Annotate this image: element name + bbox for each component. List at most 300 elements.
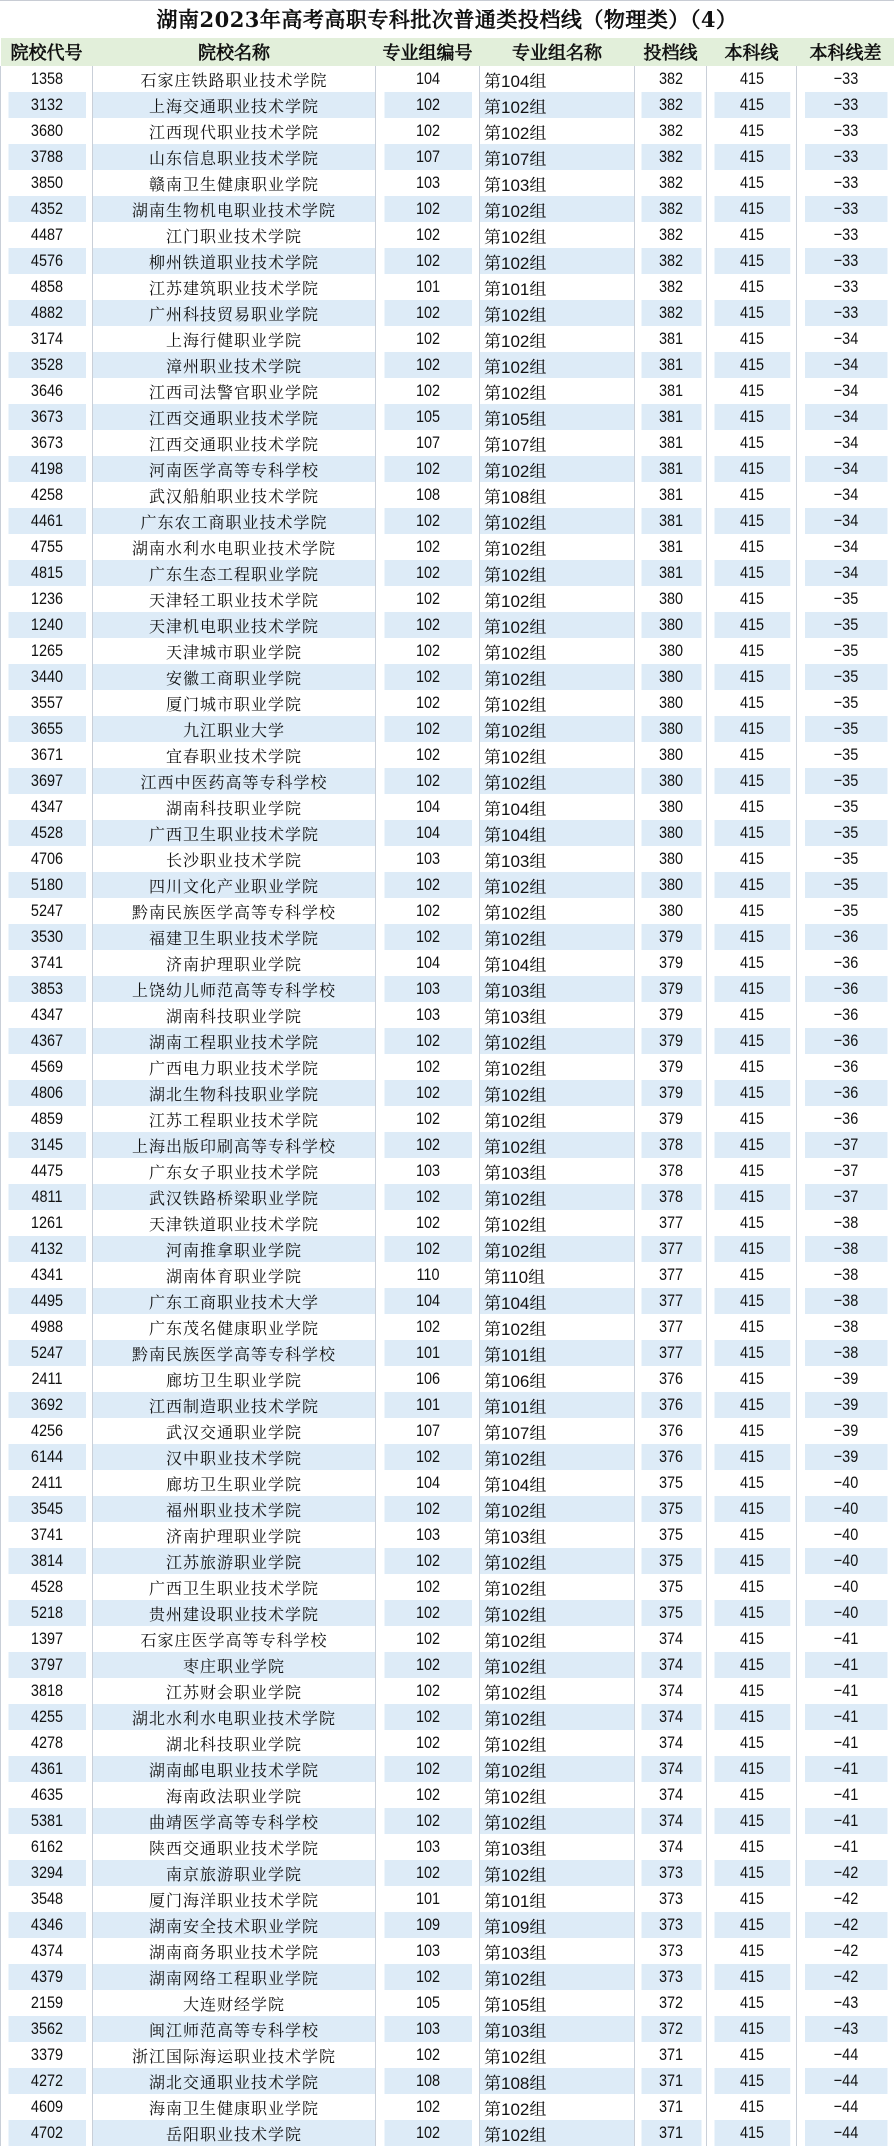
cell-undergrad-line: 415 (713, 1184, 790, 1210)
table-row (1, 638, 894, 664)
table-row (1, 1522, 894, 1548)
cell-group-name: 第104组 (480, 1470, 635, 1496)
cell-school-code: 4988 (7, 1314, 85, 1340)
cell-school-code: 4361 (7, 1756, 85, 1782)
cell-school-name: 闽江师范高等专科学校 (93, 2016, 376, 2042)
cell-group-number: 108 (383, 2068, 471, 2094)
cell-undergrad-line: 415 (713, 144, 790, 170)
cell-school-code: 4132 (7, 1236, 85, 1262)
cell-group-name: 第102组 (480, 1600, 635, 1626)
cell-undergrad-line: 415 (713, 1990, 790, 2016)
cell-undergrad-line: 415 (713, 1392, 790, 1418)
cell-line-difference: −41 (804, 1704, 887, 1730)
cell-group-number: 102 (383, 378, 471, 404)
cell-group-number: 102 (383, 1730, 471, 1756)
cell-admission-line: 382 (640, 222, 701, 248)
cell-admission-line: 371 (640, 2068, 701, 2094)
cell-school-name: 江西中医药高等专科学校 (93, 768, 376, 794)
cell-school-code: 1236 (7, 586, 85, 612)
cell-school-code: 1240 (7, 612, 85, 638)
cell-school-code: 3671 (7, 742, 85, 768)
cell-group-number: 102 (383, 1626, 471, 1652)
cell-group-name: 第103组 (480, 846, 635, 872)
cell-group-number: 106 (383, 1366, 471, 1392)
cell-school-name: 石家庄铁路职业技术学院 (93, 66, 376, 92)
cell-line-difference: −41 (804, 1756, 887, 1782)
cell-group-number: 102 (383, 1054, 471, 1080)
cell-line-difference: −35 (804, 742, 887, 768)
cell-group-name: 第102组 (480, 716, 635, 742)
cell-group-name: 第102组 (480, 2094, 635, 2120)
cell-group-name: 第102组 (480, 1782, 635, 1808)
cell-school-name: 江西交通职业技术学院 (93, 404, 376, 430)
cell-admission-line: 382 (640, 248, 701, 274)
cell-admission-line: 375 (640, 1522, 701, 1548)
cell-line-difference: −34 (804, 404, 887, 430)
cell-undergrad-line: 415 (713, 66, 790, 92)
cell-school-name: 上海行健职业学院 (93, 326, 376, 352)
header-undergrad-line: 本科线 (707, 38, 797, 66)
header-group-name: 专业组名称 (480, 38, 635, 66)
cell-admission-line: 371 (640, 2042, 701, 2068)
cell-group-number: 103 (383, 846, 471, 872)
cell-line-difference: −34 (804, 430, 887, 456)
cell-group-number: 102 (383, 1548, 471, 1574)
cell-school-code: 4346 (7, 1912, 85, 1938)
table-row (1, 872, 894, 898)
cell-undergrad-line: 415 (713, 742, 790, 768)
cell-undergrad-line: 415 (713, 716, 790, 742)
cell-undergrad-line: 415 (713, 1054, 790, 1080)
cell-undergrad-line: 415 (713, 118, 790, 144)
cell-undergrad-line: 415 (713, 1548, 790, 1574)
cell-school-name: 江门职业技术学院 (93, 222, 376, 248)
cell-group-number: 102 (383, 2120, 471, 2146)
cell-admission-line: 379 (640, 924, 701, 950)
cell-group-name: 第102组 (480, 326, 635, 352)
cell-undergrad-line: 415 (713, 274, 790, 300)
cell-line-difference: −34 (804, 482, 887, 508)
cell-undergrad-line: 415 (713, 1730, 790, 1756)
cell-school-code: 4706 (7, 846, 85, 872)
cell-undergrad-line: 415 (713, 1262, 790, 1288)
cell-group-name: 第102组 (480, 222, 635, 248)
table-row (1, 248, 894, 274)
cell-group-name: 第102组 (480, 1054, 635, 1080)
cell-line-difference: −42 (804, 1912, 887, 1938)
table-row (1, 1912, 894, 1938)
cell-group-name: 第102组 (480, 1678, 635, 1704)
cell-school-code: 2411 (7, 1366, 85, 1392)
cell-admission-line: 380 (640, 872, 701, 898)
cell-group-name: 第102组 (480, 768, 635, 794)
table-row (1, 1626, 894, 1652)
cell-line-difference: −36 (804, 950, 887, 976)
cell-group-name: 第102组 (480, 2120, 635, 2146)
cell-undergrad-line: 415 (713, 508, 790, 534)
table-row (1, 1990, 894, 2016)
cell-group-number: 102 (383, 1678, 471, 1704)
cell-school-name: 湖南体育职业学院 (93, 1262, 376, 1288)
table-row (1, 1080, 894, 1106)
cell-group-name: 第102组 (480, 1626, 635, 1652)
cell-group-number: 102 (383, 1184, 471, 1210)
cell-school-code: 4528 (7, 1574, 85, 1600)
cell-undergrad-line: 415 (713, 1912, 790, 1938)
cell-group-name: 第102组 (480, 924, 635, 950)
cell-group-number: 102 (383, 1314, 471, 1340)
cell-school-name: 湖南邮电职业技术学院 (93, 1756, 376, 1782)
header-admission-line: 投档线 (635, 38, 707, 66)
cell-admission-line: 375 (640, 1496, 701, 1522)
cell-school-code: 4347 (7, 794, 85, 820)
table-row (1, 352, 894, 378)
cell-school-code: 3788 (7, 144, 85, 170)
cell-group-name: 第102组 (480, 1132, 635, 1158)
cell-school-code: 1261 (7, 1210, 85, 1236)
cell-admission-line: 380 (640, 768, 701, 794)
cell-undergrad-line: 415 (713, 482, 790, 508)
admission-score-table (0, 38, 894, 2146)
cell-group-name: 第108组 (480, 482, 635, 508)
cell-school-name: 江苏财会职业学院 (93, 1678, 376, 1704)
cell-school-code: 6144 (7, 1444, 85, 1470)
cell-school-name: 湖北生物科技职业学院 (93, 1080, 376, 1106)
cell-undergrad-line: 415 (713, 92, 790, 118)
cell-group-name: 第102组 (480, 1860, 635, 1886)
cell-school-name: 柳州铁道职业技术学院 (93, 248, 376, 274)
cell-undergrad-line: 415 (713, 1444, 790, 1470)
cell-group-name: 第102组 (480, 1808, 635, 1834)
cell-school-name: 四川文化产业职业学院 (93, 872, 376, 898)
cell-group-number: 109 (383, 1912, 471, 1938)
cell-line-difference: −35 (804, 820, 887, 846)
cell-group-number: 107 (383, 1418, 471, 1444)
cell-group-number: 103 (383, 1158, 471, 1184)
cell-school-name: 天津机电职业技术学院 (93, 612, 376, 638)
cell-group-number: 102 (383, 1028, 471, 1054)
cell-line-difference: −37 (804, 1184, 887, 1210)
cell-group-number: 104 (383, 1470, 471, 1496)
table-row (1, 1886, 894, 1912)
cell-line-difference: −33 (804, 66, 887, 92)
cell-admission-line: 372 (640, 1990, 701, 2016)
cell-admission-line: 381 (640, 378, 701, 404)
cell-line-difference: −41 (804, 1808, 887, 1834)
table-row (1, 1262, 894, 1288)
cell-group-number: 102 (383, 222, 471, 248)
table-row (1, 404, 894, 430)
cell-group-number: 102 (383, 300, 471, 326)
cell-school-name: 厦门城市职业学院 (93, 690, 376, 716)
cell-group-number: 102 (383, 1860, 471, 1886)
cell-group-name: 第102组 (480, 456, 635, 482)
cell-undergrad-line: 415 (713, 1418, 790, 1444)
cell-group-name: 第102组 (480, 1080, 635, 1106)
cell-school-name: 黔南民族医学高等专科学校 (93, 898, 376, 924)
table-row (1, 1496, 894, 1522)
table-row (1, 170, 894, 196)
cell-school-code: 1358 (7, 66, 85, 92)
table-row (1, 2068, 894, 2094)
cell-line-difference: −42 (804, 1886, 887, 1912)
cell-group-number: 102 (383, 872, 471, 898)
cell-admission-line: 375 (640, 1574, 701, 1600)
cell-admission-line: 376 (640, 1366, 701, 1392)
cell-school-name: 长沙职业技术学院 (93, 846, 376, 872)
cell-admission-line: 379 (640, 1080, 701, 1106)
cell-school-code: 3680 (7, 118, 85, 144)
cell-group-name: 第103组 (480, 2016, 635, 2042)
cell-line-difference: −40 (804, 1522, 887, 1548)
cell-school-code: 3646 (7, 378, 85, 404)
cell-school-name: 湖北水利水电职业技术学院 (93, 1704, 376, 1730)
cell-school-code: 4576 (7, 248, 85, 274)
cell-admission-line: 375 (640, 1470, 701, 1496)
table-row (1, 66, 894, 92)
cell-undergrad-line: 415 (713, 1834, 790, 1860)
cell-group-number: 102 (383, 196, 471, 222)
cell-group-number: 105 (383, 404, 471, 430)
cell-undergrad-line: 415 (713, 1496, 790, 1522)
cell-admission-line: 382 (640, 274, 701, 300)
cell-line-difference: −44 (804, 2042, 887, 2068)
cell-admission-line: 374 (640, 1730, 701, 1756)
cell-group-number: 103 (383, 170, 471, 196)
cell-undergrad-line: 415 (713, 2120, 790, 2146)
cell-group-name: 第102组 (480, 1964, 635, 1990)
cell-group-name: 第104组 (480, 66, 635, 92)
cell-school-name: 廊坊卫生职业学院 (93, 1366, 376, 1392)
cell-undergrad-line: 415 (713, 1574, 790, 1600)
cell-group-name: 第102组 (480, 1444, 635, 1470)
cell-group-number: 102 (383, 2042, 471, 2068)
cell-admission-line: 379 (640, 950, 701, 976)
cell-line-difference: −33 (804, 196, 887, 222)
cell-group-name: 第107组 (480, 1418, 635, 1444)
cell-school-code: 3530 (7, 924, 85, 950)
cell-admission-line: 380 (640, 898, 701, 924)
cell-school-name: 广东工商职业技术大学 (93, 1288, 376, 1314)
cell-line-difference: −35 (804, 794, 887, 820)
cell-line-difference: −41 (804, 1730, 887, 1756)
table-row (1, 1548, 894, 1574)
cell-school-code: 4609 (7, 2094, 85, 2120)
cell-undergrad-line: 415 (713, 898, 790, 924)
cell-group-number: 101 (383, 1340, 471, 1366)
cell-school-name: 枣庄职业学院 (93, 1652, 376, 1678)
cell-admission-line: 377 (640, 1314, 701, 1340)
cell-group-name: 第102组 (480, 508, 635, 534)
cell-school-name: 海南政法职业学院 (93, 1782, 376, 1808)
table-row (1, 92, 894, 118)
cell-line-difference: −35 (804, 846, 887, 872)
cell-admission-line: 376 (640, 1418, 701, 1444)
cell-line-difference: −41 (804, 1652, 887, 1678)
cell-group-number: 102 (383, 118, 471, 144)
cell-school-code: 4702 (7, 2120, 85, 2146)
cell-group-name: 第102组 (480, 248, 635, 274)
cell-school-code: 5218 (7, 1600, 85, 1626)
cell-school-code: 3853 (7, 976, 85, 1002)
cell-school-code: 3562 (7, 2016, 85, 2042)
cell-admission-line: 381 (640, 560, 701, 586)
cell-school-code: 4755 (7, 534, 85, 560)
cell-group-number: 102 (383, 560, 471, 586)
table-row (1, 612, 894, 638)
table-row (1, 1808, 894, 1834)
cell-undergrad-line: 415 (713, 170, 790, 196)
cell-school-code: 4278 (7, 1730, 85, 1756)
cell-group-number: 101 (383, 1392, 471, 1418)
cell-undergrad-line: 415 (713, 1158, 790, 1184)
cell-admission-line: 381 (640, 326, 701, 352)
cell-admission-line: 380 (640, 742, 701, 768)
cell-school-name: 广州科技贸易职业学院 (93, 300, 376, 326)
cell-group-number: 102 (383, 1106, 471, 1132)
cell-group-name: 第102组 (480, 534, 635, 560)
cell-undergrad-line: 415 (713, 1756, 790, 1782)
cell-undergrad-line: 415 (713, 1860, 790, 1886)
cell-school-code: 1397 (7, 1626, 85, 1652)
cell-school-name: 天津城市职业学院 (93, 638, 376, 664)
cell-undergrad-line: 415 (713, 794, 790, 820)
cell-line-difference: −40 (804, 1470, 887, 1496)
cell-group-name: 第103组 (480, 1002, 635, 1028)
cell-school-name: 汉中职业技术学院 (93, 1444, 376, 1470)
cell-school-name: 广东生态工程职业学院 (93, 560, 376, 586)
table-row (1, 300, 894, 326)
cell-school-name: 石家庄医学高等专科学校 (93, 1626, 376, 1652)
cell-line-difference: −38 (804, 1288, 887, 1314)
table-row (1, 1210, 894, 1236)
cell-line-difference: −43 (804, 1990, 887, 2016)
cell-admission-line: 373 (640, 1886, 701, 1912)
cell-school-name: 武汉交通职业学院 (93, 1418, 376, 1444)
cell-school-name: 江西司法警官职业学院 (93, 378, 376, 404)
cell-group-name: 第108组 (480, 2068, 635, 2094)
cell-admission-line: 378 (640, 1184, 701, 1210)
cell-school-name: 陕西交通职业技术学院 (93, 1834, 376, 1860)
cell-undergrad-line: 415 (713, 1106, 790, 1132)
cell-admission-line: 381 (640, 430, 701, 456)
cell-group-number: 103 (383, 1938, 471, 1964)
cell-admission-line: 382 (640, 118, 701, 144)
cell-group-number: 104 (383, 950, 471, 976)
cell-school-name: 江苏旅游职业学院 (93, 1548, 376, 1574)
cell-line-difference: −35 (804, 716, 887, 742)
cell-group-name: 第102组 (480, 638, 635, 664)
cell-group-number: 102 (383, 1808, 471, 1834)
cell-school-code: 4374 (7, 1938, 85, 1964)
cell-group-name: 第102组 (480, 612, 635, 638)
cell-line-difference: −44 (804, 2068, 887, 2094)
page-title: 湖南2023年高考高职专科批次普通类投档线（物理类）（4） (0, 0, 894, 38)
header-line-difference: 本科线差 (797, 38, 894, 66)
cell-undergrad-line: 415 (713, 1210, 790, 1236)
cell-group-name: 第102组 (480, 1496, 635, 1522)
cell-group-name: 第104组 (480, 794, 635, 820)
cell-school-code: 3379 (7, 2042, 85, 2068)
table-row (1, 2120, 894, 2146)
cell-line-difference: −33 (804, 300, 887, 326)
cell-group-number: 105 (383, 1990, 471, 2016)
cell-school-name: 广西电力职业技术学院 (93, 1054, 376, 1080)
cell-group-name: 第103组 (480, 976, 635, 1002)
cell-group-number: 102 (383, 1782, 471, 1808)
cell-group-name: 第101组 (480, 1392, 635, 1418)
cell-admission-line: 377 (640, 1210, 701, 1236)
cell-group-number: 102 (383, 92, 471, 118)
cell-line-difference: −34 (804, 456, 887, 482)
cell-undergrad-line: 415 (713, 404, 790, 430)
cell-group-number: 101 (383, 1886, 471, 1912)
cell-line-difference: −38 (804, 1314, 887, 1340)
table-row (1, 144, 894, 170)
cell-admission-line: 377 (640, 1262, 701, 1288)
cell-group-name: 第102组 (480, 196, 635, 222)
cell-group-number: 102 (383, 1964, 471, 1990)
cell-admission-line: 379 (640, 1002, 701, 1028)
cell-admission-line: 374 (640, 1834, 701, 1860)
cell-group-number: 102 (383, 2094, 471, 2120)
cell-admission-line: 381 (640, 352, 701, 378)
cell-admission-line: 373 (640, 1964, 701, 1990)
cell-admission-line: 379 (640, 1106, 701, 1132)
cell-line-difference: −41 (804, 1834, 887, 1860)
cell-school-code: 4815 (7, 560, 85, 586)
cell-group-number: 102 (383, 534, 471, 560)
cell-line-difference: −44 (804, 2120, 887, 2146)
cell-undergrad-line: 415 (713, 924, 790, 950)
cell-school-name: 湖南科技职业学院 (93, 794, 376, 820)
cell-school-code: 3440 (7, 664, 85, 690)
table-row (1, 664, 894, 690)
cell-undergrad-line: 415 (713, 2016, 790, 2042)
cell-undergrad-line: 415 (713, 1808, 790, 1834)
header-school-name: 院校名称 (93, 38, 376, 66)
table-row (1, 1782, 894, 1808)
cell-school-name: 江西现代职业技术学院 (93, 118, 376, 144)
cell-school-name: 廊坊卫生职业学院 (93, 1470, 376, 1496)
cell-school-name: 广东女子职业技术学院 (93, 1158, 376, 1184)
table-row (1, 690, 894, 716)
cell-school-name: 贵州建设职业技术学院 (93, 1600, 376, 1626)
cell-school-name: 江苏工程职业技术学院 (93, 1106, 376, 1132)
cell-admission-line: 374 (640, 1626, 701, 1652)
table-row (1, 1236, 894, 1262)
cell-admission-line: 372 (640, 2016, 701, 2042)
cell-group-number: 102 (383, 1756, 471, 1782)
cell-school-name: 广东茂名健康职业学院 (93, 1314, 376, 1340)
cell-school-code: 4806 (7, 1080, 85, 1106)
cell-admission-line: 380 (640, 586, 701, 612)
cell-school-code: 4198 (7, 456, 85, 482)
cell-group-number: 102 (383, 1444, 471, 1470)
cell-group-number: 102 (383, 664, 471, 690)
cell-undergrad-line: 415 (713, 1652, 790, 1678)
cell-undergrad-line: 415 (713, 352, 790, 378)
cell-group-number: 104 (383, 820, 471, 846)
cell-undergrad-line: 415 (713, 1782, 790, 1808)
cell-line-difference: −34 (804, 534, 887, 560)
cell-school-name: 江西制造职业技术学院 (93, 1392, 376, 1418)
table-row (1, 274, 894, 300)
cell-group-name: 第102组 (480, 2042, 635, 2068)
table-row (1, 2094, 894, 2120)
cell-line-difference: −38 (804, 1340, 887, 1366)
cell-admission-line: 382 (640, 300, 701, 326)
